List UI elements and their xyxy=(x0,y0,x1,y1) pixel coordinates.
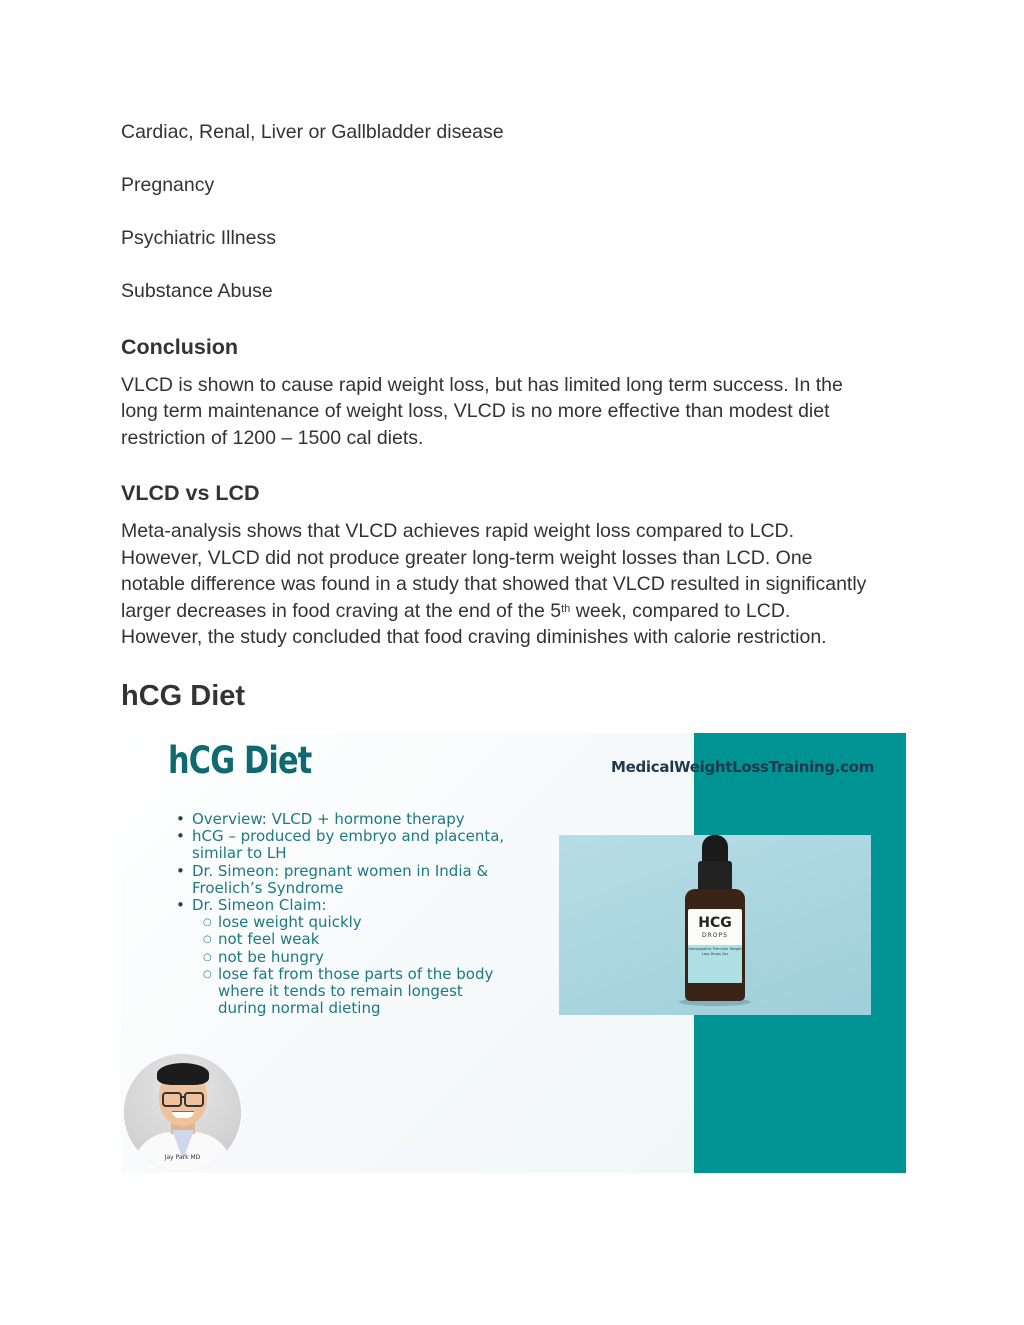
dropper-bottle xyxy=(685,835,745,1015)
bullet-item: • Dr. Simeon: pregnant women in India & xyxy=(176,863,504,880)
sub-bullet-item: ○ lose fat from those parts of the body xyxy=(176,966,504,983)
conclusion-line: VLCD is shown to cause rapid weight loss, but has limited long term success. In the xyxy=(121,374,843,396)
conclusion-line: long term maintenance of weight loss, VLCD is no more effective than modest diet xyxy=(121,400,830,422)
label-small-text: Homeopathic Premium Weight Loss Drops 2oz xyxy=(688,947,742,956)
vlcd-line: However, VLCD did not produce greater long-term weight losses than LCD. One xyxy=(121,547,813,569)
bullet-continuation: similar to LH xyxy=(192,844,287,863)
label-product: DROPS xyxy=(702,932,728,939)
dropper-cap xyxy=(702,835,728,863)
bullet-item: • Dr. Simeon Claim: xyxy=(176,897,504,914)
vlcd-vs-lcd-heading: VLCD vs LCD xyxy=(121,481,260,505)
vlcd-line-pre: larger decreases in food craving at the end of the 5 xyxy=(121,600,562,622)
vlcd-line xyxy=(121,598,790,625)
vlcd-line-post: week, compared to LCD. xyxy=(570,600,791,622)
contraindication-item: Substance Abuse xyxy=(121,280,273,302)
presenter-avatar xyxy=(124,1054,241,1171)
bullet-item: • hCG – produced by embryo and placenta, xyxy=(176,828,504,845)
bullet-continuation: Froelich’s Syndrome xyxy=(192,878,344,897)
vlcd-line: notable difference was found in a study that showed that VLCD resulted in significantly xyxy=(121,573,867,595)
sub-bullet-item: ○ not be hungry xyxy=(176,949,504,966)
label-brand: HCG xyxy=(698,915,732,931)
avatar-name: Jay Park MD xyxy=(164,1154,201,1161)
glasses-right-icon xyxy=(184,1092,204,1107)
contraindication-item: Cardiac, Renal, Liver or Gallbladder disease xyxy=(121,121,504,143)
glasses-bridge xyxy=(180,1096,186,1098)
sub-bullet-continuation: where it tends to remain longest xyxy=(218,982,463,1001)
sub-bullet-continuation: during normal dieting xyxy=(218,999,381,1018)
bullet-item: • Overview: VLCD + hormone therapy xyxy=(176,811,504,828)
slide-title: hCG Diet xyxy=(168,739,312,782)
dropper-ring xyxy=(698,861,732,891)
sub-bullet-item: ○ lose weight quickly xyxy=(176,914,504,931)
bottle-label xyxy=(688,909,742,983)
contraindication-item: Psychiatric Illness xyxy=(121,227,276,249)
vlcd-line: Meta-analysis shows that VLCD achieves rapid weight loss compared to LCD. xyxy=(121,520,795,542)
hcg-diet-heading: hCG Diet xyxy=(121,680,246,712)
superscript: th xyxy=(561,603,571,615)
avatar-hair xyxy=(157,1063,209,1085)
glasses-left-icon xyxy=(162,1092,182,1107)
product-photo xyxy=(559,835,871,1015)
vlcd-line: However, the study concluded that food craving diminishes with calorie restriction. xyxy=(121,626,827,648)
conclusion-heading: Conclusion xyxy=(121,335,239,359)
slide-bullets xyxy=(176,811,504,1017)
conclusion-line: restriction of 1200 – 1500 cal diets. xyxy=(121,427,424,449)
contraindication-item: Pregnancy xyxy=(121,174,215,196)
hcg-slide-image xyxy=(121,733,906,1173)
site-watermark: MedicalWeightLossTraining.com xyxy=(611,758,875,776)
avatar-smile xyxy=(172,1111,194,1118)
sub-bullet-item: ○ not feel weak xyxy=(176,931,504,948)
